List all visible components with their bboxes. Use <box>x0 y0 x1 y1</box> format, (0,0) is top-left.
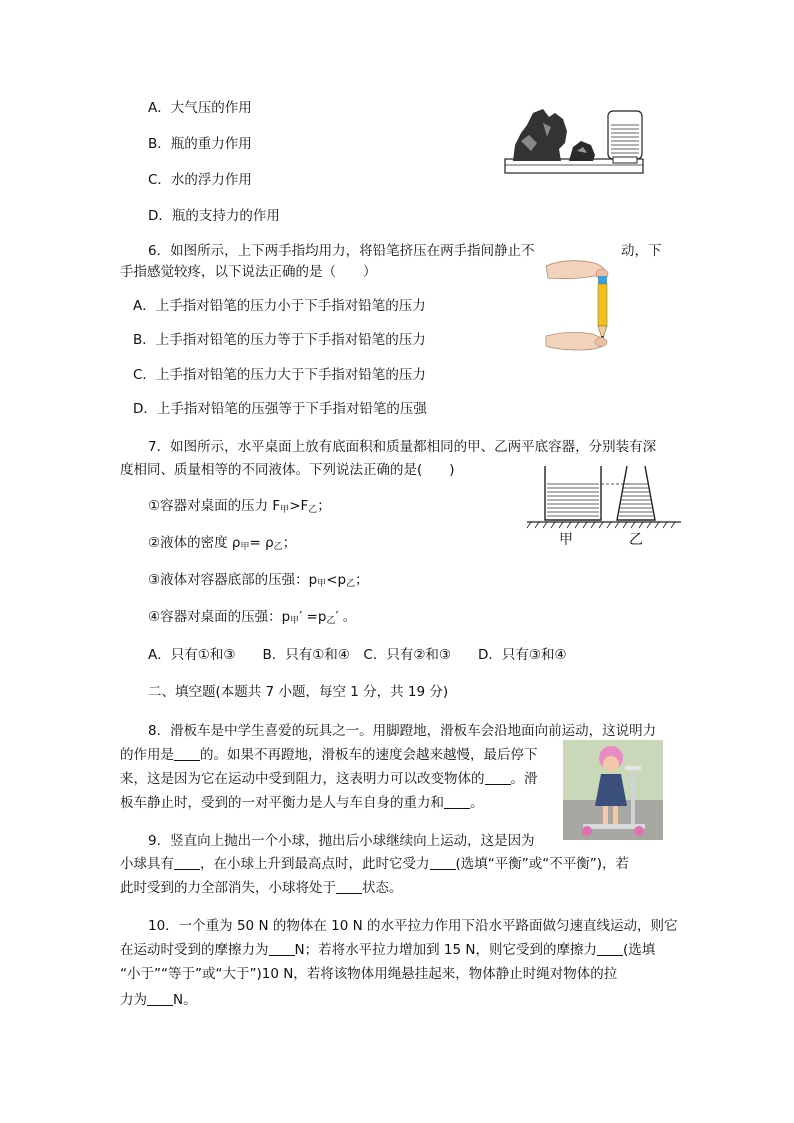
q7-label-jia: 甲 <box>559 532 573 548</box>
q7-figure <box>525 462 685 552</box>
q10-line2: 在运动时受到的摩擦力为 N；若将水平拉力增加到 15 N，则它受到的摩擦力 (选填 <box>120 942 656 958</box>
blank <box>444 794 470 809</box>
blank <box>174 746 200 761</box>
q6-stem-line1-tail: 动，下 <box>621 243 662 259</box>
section-2-heading: 二、填空题(本题共 7 小题，每空 1 分，共 19 分) <box>148 684 449 700</box>
q5-option-c: C．水的浮力作用 <box>148 172 252 188</box>
q5-figure <box>503 105 645 177</box>
q8-line2: 的作用是 的。如果不再蹬地，滑板车的速度会越来越慢，最后停下 <box>120 747 538 763</box>
blank <box>430 855 456 870</box>
q8-line3: 来，这是因为它在运动中受到阻力，这表明力可以改变物体的 。滑 <box>120 771 538 787</box>
blank <box>269 941 295 956</box>
q5-option-d: D．瓶的支持力的作用 <box>148 208 280 224</box>
q6-option-a: A．上手指对铅笔的压力小于下手指对铅笔的压力 <box>133 298 426 314</box>
blank <box>147 991 173 1006</box>
q6-stem-line1: 6．如图所示，上下两手指均用力，将铅笔挤压在两手指间静止不 <box>148 243 535 259</box>
blank <box>485 770 511 785</box>
q7-stem-line2: 度相同、质量相等的不同液体。下列说法正确的是( ) <box>120 462 455 478</box>
q7-answer-options: A．只有①和③ B．只有①和④ C．只有②和③ D．只有③和④ <box>148 647 567 663</box>
q9-line3: 此时受到的力全部消失，小球将处于 状态。 <box>120 880 403 896</box>
q8-line1: 8．滑板车是中学生喜爱的玩具之一。用脚蹬地，滑板车会沿地面向前运动，这说明力 <box>148 723 657 739</box>
q7-statement-4: ④容器对桌面的压强：$p_甲' =p_乙'$ 。 <box>148 609 357 626</box>
q6-stem-line2: 手指感觉较疼，以下说法正确的是（ ） <box>120 264 377 280</box>
q10-line3: “小于”“等于”或“大于”)10 N，若将该物体用绳悬挂起来，物体静止时绳对物体的拉 <box>120 966 618 982</box>
q7-label-yi: 乙 <box>629 532 643 548</box>
blank <box>336 879 362 894</box>
q7-statement-3: ③液体对容器底部的压强：$p_甲<p_乙$； <box>148 572 369 589</box>
blank <box>597 941 623 956</box>
q5-option-b: B．瓶的重力作用 <box>148 136 252 152</box>
q5-option-a: A．大气压的作用 <box>148 100 252 116</box>
q6-option-c: C．上手指对铅笔的压力大于下手指对铅笔的压力 <box>133 367 426 383</box>
blank <box>174 855 200 870</box>
q6-option-b: B．上手指对铅笔的压力等于下手指对铅笔的压力 <box>133 332 426 348</box>
q7-statement-2: ②液体的密度 $\rho_甲= \rho_乙$； <box>148 535 297 552</box>
q8-scooter-photo <box>563 740 663 840</box>
q9-line2: 小球具有 ，在小球上升到最高点时，此时它受力 (选填“平衡”或“不平衡”)，若 <box>120 856 630 872</box>
q6-option-d: D．上手指对铅笔的压强等于下手指对铅笔的压强 <box>133 401 427 417</box>
q10-line4: 力为 N。 <box>120 992 197 1008</box>
q10-line1: 10．一个重为 50 N 的物体在 10 N 的水平拉力作用下沿水平路面做匀速直线运动，则它 <box>148 918 678 934</box>
q7-statement-1: ①容器对桌面的压力 $F_甲>F_乙$； <box>148 498 331 515</box>
q9-line1: 9．竖直向上抛出一个小球，抛出后小球继续向上运动，这是因为 <box>148 833 535 849</box>
q8-line4: 板车静止时，受到的一对平衡力是人与车自身的重力和 。 <box>120 795 484 811</box>
q6-figure <box>544 256 612 352</box>
q7-stem-line1: 7．如图所示，水平桌面上放有底面积和质量都相同的甲、乙两平底容器，分别装有深 <box>148 439 657 455</box>
